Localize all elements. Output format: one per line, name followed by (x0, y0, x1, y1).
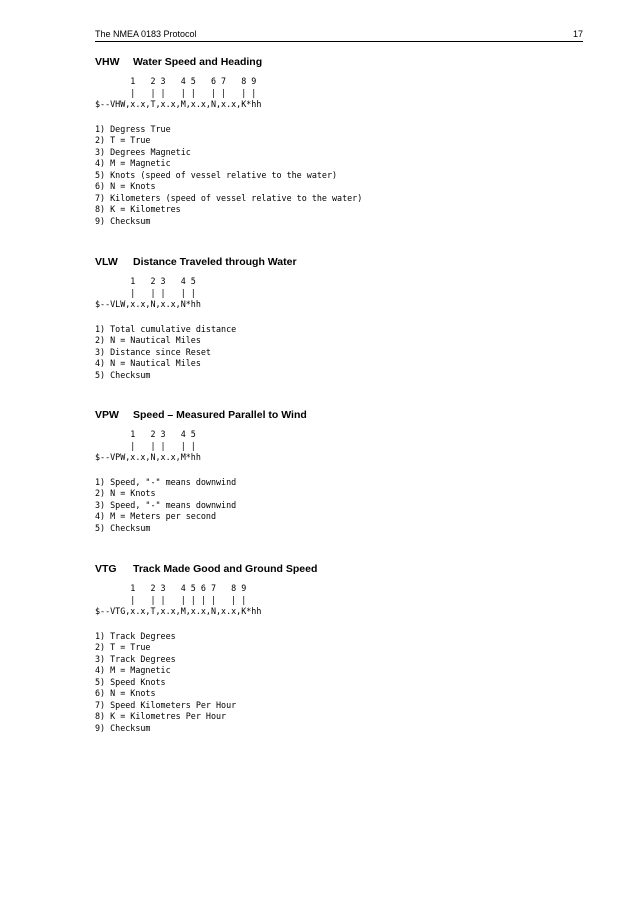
field-numbers: 1 2 3 4 5 (95, 429, 196, 439)
sentence-format: $--VPW,x.x,N,x.x,M*hh (95, 452, 201, 462)
section-title: Track Made Good and Ground Speed (133, 563, 318, 575)
section-heading (95, 563, 583, 579)
field-item: 9) Checksum (95, 722, 151, 733)
field-markers: | | | | | (95, 287, 196, 298)
section-title: Water Speed and Heading (133, 56, 263, 68)
sentence-format-diagram (95, 583, 583, 618)
sentence-code: VLW (95, 256, 118, 268)
field-item: 9) Checksum (95, 215, 151, 226)
document-title: The NMEA 0183 Protocol (95, 29, 197, 39)
field-item: 5) Checksum (95, 522, 151, 533)
page-header (95, 28, 583, 42)
field-item: 1) Total cumulative distance (95, 323, 237, 334)
field-numbers: 1 2 3 4 5 6 7 8 9 (95, 76, 257, 86)
field-markers: | | | | | (95, 440, 196, 451)
field-list (95, 324, 583, 382)
section-vtg (95, 563, 583, 734)
field-item: 5) Checksum (95, 369, 151, 380)
field-markers: | | | | | | | | | (95, 594, 247, 605)
sentence-format: $--VHW,x.x,T,x.x,M,x.x,N,x.x,K*hh (95, 99, 262, 109)
field-item: 8) K = Kilometres (95, 204, 181, 214)
section-title: Distance Traveled through Water (133, 256, 297, 268)
field-item: 6) N = Knots (95, 181, 156, 191)
field-item: 3) Track Degrees (95, 653, 176, 664)
sentence-format-diagram (95, 429, 583, 464)
sentence-format: $--VLW,x.x,N,x.x,N*hh (95, 299, 201, 309)
field-item: 6) N = Knots (95, 688, 156, 698)
field-item: 8) K = Kilometres Per Hour (95, 711, 227, 721)
field-item: 2) N = Nautical Miles (95, 335, 201, 345)
field-item: 2) T = True (95, 642, 151, 652)
field-item: 4) N = Nautical Miles (95, 358, 201, 368)
field-item: 1) Track Degrees (95, 630, 176, 641)
field-item: 7) Speed Kilometers Per Hour (95, 699, 237, 710)
section-vpw (95, 409, 583, 534)
section-vhw (95, 56, 583, 227)
field-list (95, 124, 583, 228)
field-item: 7) Kilometers (speed of vessel relative to the water) (95, 192, 363, 203)
section-title: Speed – Measured Parallel to Wind (133, 409, 307, 421)
sentence-code: VHW (95, 56, 120, 68)
field-numbers: 1 2 3 4 5 6 7 8 9 (95, 583, 247, 593)
sentence-format-diagram (95, 76, 583, 111)
field-item: 4) M = Magnetic (95, 158, 171, 168)
field-list (95, 477, 583, 535)
field-list (95, 631, 583, 735)
field-item: 3) Speed, "-" means downwind (95, 499, 237, 510)
page-number: 17 (572, 29, 583, 39)
field-item: 1) Degress True (95, 123, 171, 134)
sentence-format: $--VTG,x.x,T,x.x,M,x.x,N,x.x,K*hh (95, 606, 262, 616)
field-item: 4) M = Magnetic (95, 665, 171, 675)
field-markers: | | | | | | | | | (95, 87, 257, 98)
field-item: 1) Speed, "-" means downwind (95, 476, 237, 487)
field-numbers: 1 2 3 4 5 (95, 276, 196, 286)
section-heading (95, 409, 583, 425)
field-item: 3) Degrees Magnetic (95, 146, 191, 157)
section-heading (95, 56, 583, 72)
section-heading (95, 256, 583, 272)
field-item: 5) Speed Knots (95, 676, 166, 687)
field-item: 3) Distance since Reset (95, 346, 211, 357)
sentence-code: VPW (95, 409, 119, 421)
field-item: 2) N = Knots (95, 488, 156, 498)
field-item: 5) Knots (speed of vessel relative to the water) (95, 169, 338, 180)
field-item: 4) M = Meters per second (95, 511, 217, 521)
sentence-format-diagram (95, 276, 583, 311)
field-item: 2) T = True (95, 135, 151, 145)
sentence-code: VTG (95, 563, 117, 575)
section-vlw (95, 256, 583, 381)
